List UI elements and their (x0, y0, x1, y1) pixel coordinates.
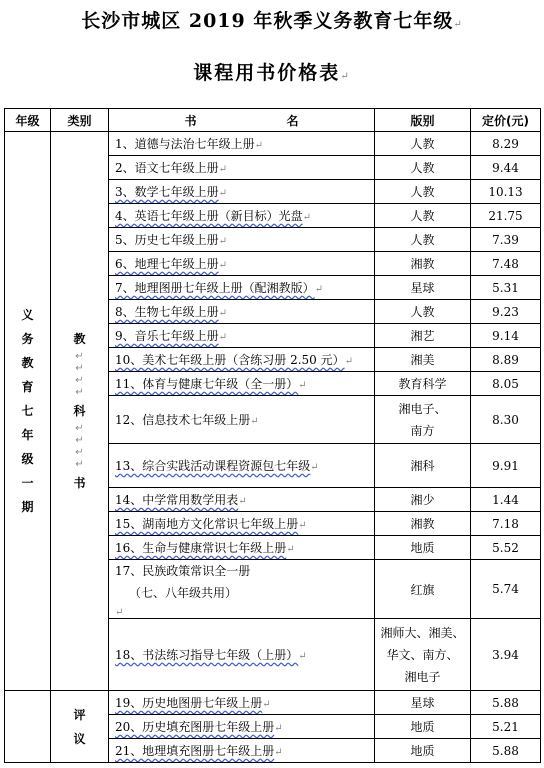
book-name-cell (109, 300, 375, 324)
book-name: 10、美术七年级上册（含练习册 2.50 元） (115, 353, 345, 367)
paragraph-mark-icon: ↵ (218, 188, 228, 199)
price-cell (471, 739, 541, 763)
paragraph-mark-icon: ↵ (75, 375, 84, 386)
book-name-cell (109, 739, 375, 763)
edition-cell (375, 276, 471, 300)
price-cell (471, 488, 541, 512)
edition-cell (375, 132, 471, 156)
price: 10.13 (488, 184, 523, 199)
price: 21.75 (488, 208, 523, 223)
edition: 人教 (410, 185, 435, 199)
edition: 人教 (410, 137, 435, 151)
edition: 地质 (410, 541, 435, 555)
edition-cell (375, 536, 471, 560)
edition: 湘美 (410, 353, 435, 367)
book-name-cell (109, 156, 375, 180)
edition: 教育科学 (398, 377, 447, 391)
book-name-cell (109, 512, 375, 536)
book-name-cell (109, 204, 375, 228)
edition: 人教 (410, 233, 435, 247)
book-name-cell (109, 691, 375, 715)
edition-cell (375, 691, 471, 715)
edition-cell (375, 715, 471, 739)
edition-cell (375, 180, 471, 204)
edition-cell (375, 348, 471, 372)
price: 9.91 (492, 458, 519, 473)
paragraph-mark-icon: ↵ (298, 380, 307, 391)
price-cell (471, 444, 541, 488)
category-char: 科 (73, 404, 86, 418)
price: 5.88 (492, 695, 519, 710)
paragraph-mark-icon: ↵ (218, 236, 228, 247)
book-name-cell (109, 715, 375, 739)
price: 9.23 (492, 304, 519, 319)
price: 8.05 (492, 376, 519, 391)
price: 9.14 (492, 328, 519, 343)
book-name-cell (109, 228, 375, 252)
book-name-cell (109, 560, 375, 619)
book-name: 21、地理填充图册七年级上册 (115, 744, 275, 758)
paragraph-mark-icon: ↵ (75, 387, 84, 398)
price-cell (471, 372, 541, 396)
book-name-cell (109, 444, 375, 488)
book-name-cell (109, 619, 375, 691)
book-name-cell (109, 276, 375, 300)
price-cell (471, 276, 541, 300)
paragraph-mark-icon: ↵ (250, 416, 259, 427)
grade-char: 期 (21, 500, 34, 514)
paragraph-mark-icon: ↵ (314, 284, 324, 295)
book-name-cell (109, 324, 375, 348)
price: 7.48 (492, 256, 519, 271)
edition-cell (375, 372, 471, 396)
book-name-cell (109, 536, 375, 560)
paragraph-mark-icon: ↵ (298, 651, 307, 662)
header-edition: 版别 (375, 109, 471, 132)
edition: 湘教 (410, 257, 435, 271)
edition: 湘科 (410, 459, 435, 473)
paragraph-mark-icon: ↵ (298, 520, 307, 531)
document-title-line2 (0, 58, 544, 85)
grade-char: 七 (21, 404, 34, 418)
price: 5.88 (492, 743, 519, 758)
document-title-line1 (0, 6, 544, 33)
price-cell (471, 204, 541, 228)
paragraph-mark-icon: ↵ (274, 723, 283, 734)
price-cell (471, 180, 541, 204)
paragraph-mark-icon: ↵ (115, 607, 124, 618)
edition-cell (375, 512, 471, 536)
category-char: 评 (73, 707, 86, 722)
book-name: 20、历史填充图册七年级上册 (115, 720, 275, 734)
price-cell (471, 560, 541, 619)
price: 5.74 (492, 582, 519, 596)
price-cell (471, 132, 541, 156)
grade-cell (5, 132, 51, 691)
header-price: 定价(元) (471, 109, 541, 132)
price-cell (471, 324, 541, 348)
table-row (5, 132, 541, 156)
category-cell-review (51, 691, 109, 763)
price: 5.21 (492, 719, 519, 734)
book-name: 1、道德与法治七年级上册 (115, 137, 255, 151)
category-cell-textbook (51, 132, 109, 691)
paragraph-mark-icon: ↵ (218, 260, 228, 271)
book-name-cell (109, 252, 375, 276)
category-char: 教 (73, 332, 86, 346)
edition-line: 南方 (410, 423, 435, 438)
paragraph-mark-icon: ↵ (274, 747, 283, 758)
edition: 地质 (410, 744, 435, 758)
edition: 人教 (410, 161, 435, 175)
price: 3.94 (492, 647, 519, 662)
grade-char: 务 (21, 332, 34, 346)
book-name: 15、湖南地方文化常识七年级上册 (115, 517, 299, 531)
book-name-cell (109, 348, 375, 372)
grade-char: 育 (21, 380, 34, 394)
paragraph-mark-icon: ↵ (262, 699, 271, 710)
book-name: 4、英语七年级上册（新目标）光盘 (115, 209, 303, 223)
edition-cell (375, 300, 471, 324)
book-name-cell (109, 396, 375, 444)
grade-char: 年 (21, 428, 34, 442)
price: 8.29 (492, 136, 519, 151)
edition-cell (375, 324, 471, 348)
paragraph-mark-icon: ↵ (218, 308, 228, 319)
price: 8.30 (492, 412, 519, 427)
price-cell (471, 348, 541, 372)
table-header-row (5, 109, 541, 132)
paragraph-mark-icon: ↵ (75, 423, 84, 434)
edition-line: 湘电子、 (398, 401, 447, 416)
book-name: 18、书法练习指导七年级（上册） (115, 648, 299, 662)
paragraph-mark-icon: ↵ (453, 19, 463, 30)
book-name: 9、音乐七年级上册 (115, 329, 219, 343)
edition: 人教 (410, 305, 435, 319)
price-cell (471, 715, 541, 739)
title-line2-text: 课程用书价格表 (193, 62, 341, 84)
price-cell (471, 691, 541, 715)
edition-cell (375, 252, 471, 276)
paragraph-mark-icon: ↵ (238, 496, 247, 507)
book-name: 14、中学常用数学用表 (115, 493, 239, 507)
grade-cell-empty (5, 691, 51, 763)
price: 5.31 (492, 280, 519, 295)
price-cell (471, 619, 541, 691)
grade-char: 义 (21, 308, 34, 322)
paragraph-mark-icon: ↵ (218, 164, 228, 175)
edition-cell (375, 560, 471, 619)
edition-line: 湘师大、湘美、 (380, 625, 465, 640)
price-table (4, 108, 541, 763)
book-name: 2、语文七年级上册 (115, 161, 219, 175)
edition: 人教 (410, 209, 435, 223)
book-name: 8、生物七年级上册 (115, 305, 219, 319)
book-name: 12、信息技术七年级上册 (115, 413, 251, 427)
grade-char: 级 (21, 452, 34, 466)
price: 5.52 (492, 540, 519, 555)
price-cell (471, 228, 541, 252)
edition: 红旗 (410, 582, 435, 597)
price-cell (471, 536, 541, 560)
book-name: 6、地理七年级上册 (115, 257, 219, 271)
edition: 湘艺 (410, 329, 435, 343)
category-char: 书 (73, 476, 86, 490)
edition: 地质 (410, 720, 435, 734)
edition: 星球 (410, 281, 435, 295)
book-name-cell (109, 132, 375, 156)
edition-cell (375, 619, 471, 691)
book-name: 19、历史地图册七年级上册 (115, 696, 263, 710)
edition: 星球 (410, 696, 435, 710)
paragraph-mark-icon: ↵ (75, 435, 84, 446)
edition-line: 湘电子 (404, 669, 441, 684)
price-cell (471, 512, 541, 536)
paragraph-mark-icon: ↵ (310, 462, 319, 473)
table-row (5, 691, 541, 715)
grade-char: 教 (21, 356, 34, 370)
edition-cell (375, 156, 471, 180)
price-cell (471, 396, 541, 444)
header-book-right: 名 (286, 113, 299, 128)
book-name-cell (109, 180, 375, 204)
price-cell (471, 252, 541, 276)
price-cell (471, 300, 541, 324)
paragraph-mark-icon: ↵ (75, 459, 84, 470)
price: 7.18 (492, 516, 519, 531)
price: 1.44 (492, 492, 519, 507)
header-book-left: 书 (184, 113, 197, 128)
edition-cell (375, 204, 471, 228)
book-name: 3、数学七年级上册 (115, 185, 219, 199)
book-name: 5、历史七年级上册 (115, 233, 219, 247)
header-grade: 年级 (5, 109, 51, 132)
category-char: 议 (73, 731, 86, 746)
edition-cell (375, 396, 471, 444)
book-name-cell (109, 488, 375, 512)
price: 7.39 (492, 232, 519, 247)
book-name: 11、体育与健康七年级（全一册） (115, 377, 299, 391)
paragraph-mark-icon: ↵ (75, 351, 84, 362)
book-name-line: （七、八年级共用） (129, 586, 238, 600)
edition-cell (375, 739, 471, 763)
title-line1-text: 长沙市城区 2019 年秋季义务教育七年级 (81, 10, 454, 32)
paragraph-mark-icon: ↵ (75, 447, 84, 458)
edition: 湘少 (410, 493, 435, 507)
book-name: 16、生命与健康常识七年级上册 (115, 541, 287, 555)
edition: 湘教 (410, 517, 435, 531)
book-name-cell (109, 372, 375, 396)
edition-cell (375, 228, 471, 252)
table-body (5, 132, 541, 763)
paragraph-mark-icon: ↵ (218, 332, 228, 343)
paragraph-mark-icon: ↵ (344, 356, 354, 367)
header-book-name (109, 109, 375, 132)
header-category: 类别 (51, 109, 109, 132)
price-cell (471, 156, 541, 180)
edition-line: 华文、南方、 (386, 647, 459, 662)
paragraph-mark-icon: ↵ (286, 544, 295, 555)
paragraph-mark-icon: ↵ (340, 71, 351, 82)
book-name-line: 17、民族政策常识全一册 (115, 564, 251, 578)
paragraph-mark-icon: ↵ (75, 363, 84, 374)
edition-cell (375, 444, 471, 488)
price: 9.44 (492, 160, 519, 175)
book-name: 13、综合实践活动课程资源包七年级 (115, 459, 311, 473)
price: 8.89 (492, 352, 519, 367)
book-name: 7、地理图册七年级上册（配湘教版） (115, 281, 315, 295)
paragraph-mark-icon: ↵ (254, 140, 264, 151)
grade-char: 一 (21, 476, 34, 490)
edition-cell (375, 488, 471, 512)
paragraph-mark-icon: ↵ (302, 212, 312, 223)
